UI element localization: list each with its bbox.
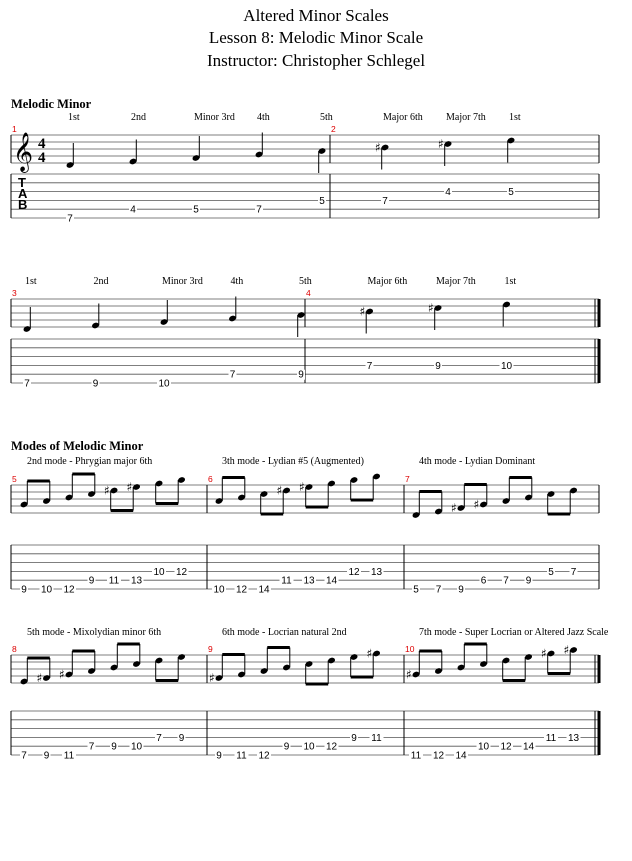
scale-degree-label: Major 6th	[383, 112, 423, 123]
score-title: Altered Minor Scales	[243, 6, 389, 25]
section-heading-melodic-minor: Melodic Minor	[11, 97, 92, 111]
scale-degree-label: 1st	[68, 112, 80, 123]
sharp-accidental-icon: ♯	[299, 480, 305, 494]
tab-fret-number: 6	[480, 575, 487, 587]
tab-fret-number: 14	[522, 741, 535, 753]
sharp-accidental-icon: ♯	[438, 137, 444, 151]
tab-clef-letter: A	[18, 186, 28, 201]
sharp-accidental-icon: ♯	[375, 140, 381, 155]
tab-fret-number: 7	[503, 575, 509, 587]
tab-fret-number: 9	[216, 750, 222, 762]
tab-fret-number: 9	[435, 360, 441, 372]
scale-degree-label: 4th	[230, 276, 244, 287]
section-heading-modes: Modes of Melodic Minor	[11, 439, 144, 453]
tab-fret-number: 9	[351, 732, 357, 744]
measure-number: 1	[12, 124, 17, 134]
tab-fret-number: 12	[258, 750, 270, 762]
tab-fret-number: 9	[525, 575, 532, 587]
sharp-accidental-icon: ♯	[36, 671, 43, 685]
notation-system	[11, 456, 599, 596]
sharp-accidental-icon: ♯	[428, 301, 434, 315]
tab-fret-number: 9	[458, 584, 464, 596]
tab-fret-number: 9	[111, 741, 117, 753]
time-signature-top: 4	[38, 136, 46, 152]
tab-fret-number: 7	[366, 360, 373, 372]
tab-fret-number: 5	[413, 584, 419, 596]
scale-degree-label: Minor 3rd	[162, 276, 203, 287]
sharp-accidental-icon: ♯	[59, 667, 65, 682]
scale-degree-label: 5th	[320, 112, 333, 123]
tab-fret-number: 7	[570, 566, 577, 578]
notation-system	[11, 276, 599, 390]
notation-system	[11, 112, 599, 225]
measure-number: 10	[405, 644, 415, 654]
mode-name-label: 6th mode - Locrian natural 2nd	[222, 627, 347, 638]
tab-fret-number: 7	[256, 204, 262, 216]
tab-fret-number: 4	[130, 204, 136, 216]
scale-degree-label: Major 6th	[367, 276, 408, 287]
tab-fret-number: 13	[130, 575, 143, 587]
tab-fret-number: 14	[455, 750, 467, 762]
scale-degree-label: 5th	[299, 276, 312, 287]
time-signature-bottom: 4	[38, 150, 46, 166]
tab-fret-number: 12	[348, 566, 360, 578]
tab-fret-number: 11	[545, 732, 557, 744]
scale-degree-label: 2nd	[131, 112, 146, 123]
mode-name-label: 2nd mode - Phrygian major 6th	[27, 456, 153, 467]
tab-fret-number: 5	[193, 204, 199, 216]
tab-fret-number: 9	[283, 741, 290, 753]
tab-fret-number: 13	[303, 575, 315, 587]
tab-fret-number: 7	[229, 369, 236, 381]
lesson-subtitle: Lesson 8: Melodic Minor Scale	[208, 28, 424, 47]
measure-number: 2	[331, 124, 336, 134]
tab-fret-number: 5	[508, 187, 514, 199]
scale-degree-label: 1st	[504, 276, 517, 287]
tab-fret-number: 12	[325, 741, 338, 753]
sharp-accidental-icon: ♯	[126, 480, 133, 494]
measure-number: 5	[12, 474, 17, 484]
measure-number: 8	[12, 644, 17, 654]
sharp-accidental-icon: ♯	[563, 643, 570, 657]
measure-number: 3	[12, 288, 17, 298]
tab-fret-number: 7	[67, 213, 73, 225]
scale-degree-label: 2nd	[93, 276, 109, 287]
notation-system	[11, 627, 609, 762]
tab-fret-number: 11	[108, 575, 120, 587]
tab-fret-number: 9	[88, 575, 95, 587]
tab-fret-number: 7	[382, 195, 388, 207]
tab-fret-number: 10	[477, 741, 490, 753]
sharp-accidental-icon: ♯	[473, 497, 480, 512]
tab-fret-number: 7	[21, 750, 27, 762]
tab-fret-number: 10	[303, 741, 315, 753]
tab-fret-number: 4	[445, 187, 451, 199]
tab-fret-number: 7	[88, 741, 95, 753]
tab-fret-number: 7	[156, 732, 162, 744]
tab-fret-number: 11	[281, 575, 292, 587]
tab-fret-number: 11	[371, 732, 382, 744]
tab-fret-number: 11	[410, 750, 422, 762]
scale-degree-label: Major 7th	[436, 276, 476, 287]
tab-fret-number: 13	[567, 732, 580, 744]
tab-fret-number: 12	[175, 566, 188, 578]
mode-name-label: 5th mode - Mixolydian minor 6th	[27, 627, 162, 638]
scale-degree-label: 4th	[257, 112, 270, 123]
tab-fret-number: 5	[319, 195, 325, 207]
scale-degree-label: 1st	[509, 112, 521, 123]
sharp-accidental-icon: ♯	[451, 501, 457, 515]
tab-fret-number: 9	[21, 584, 27, 596]
treble-clef-icon: 𝄞	[13, 132, 34, 172]
tab-fret-number: 11	[63, 750, 75, 762]
tab-fret-number: 7	[435, 584, 442, 596]
sharp-accidental-icon: ♯	[366, 646, 373, 661]
tab-fret-number: 12	[63, 584, 75, 596]
sharp-accidental-icon: ♯	[359, 304, 366, 319]
tab-clef-letter: T	[18, 175, 26, 190]
scale-degree-label: Major 7th	[446, 112, 486, 123]
tab-fret-number: 9	[43, 750, 50, 762]
tab-fret-number: 14	[325, 575, 338, 587]
tab-fret-number: 10	[130, 741, 143, 753]
tab-fret-number: 7	[24, 378, 30, 390]
tab-fret-number: 11	[236, 750, 247, 762]
scale-degree-label: 1st	[25, 276, 37, 287]
tab-fret-number: 12	[500, 741, 512, 753]
tab-fret-number: 10	[213, 584, 225, 596]
tab-fret-number: 9	[298, 369, 304, 381]
tab-fret-number: 10	[500, 360, 513, 372]
mode-name-label: 3th mode - Lydian #5 (Augmented)	[222, 456, 364, 467]
tab-fret-number: 12	[432, 750, 445, 762]
sharp-accidental-icon: ♯	[104, 483, 110, 498]
tab-fret-number: 13	[370, 566, 383, 578]
measure-number: 6	[208, 474, 213, 484]
sharp-accidental-icon: ♯	[276, 483, 283, 498]
tab-fret-number: 10	[153, 566, 165, 578]
sharp-accidental-icon: ♯	[541, 646, 547, 661]
measure-number: 7	[405, 474, 410, 484]
sharp-accidental-icon: ♯	[406, 667, 412, 682]
measure-number: 4	[306, 288, 311, 298]
mode-name-label: 4th mode - Lydian Dominant	[419, 456, 536, 467]
mode-name-label: 7th mode - Super Locrian or Altered Jazz Scale	[419, 627, 609, 638]
instructor-line: Instructor: Christopher Schlegel	[206, 51, 426, 70]
tab-fret-number: 9	[92, 378, 99, 390]
sharp-accidental-icon: ♯	[209, 671, 215, 685]
scale-degree-label: Minor 3rd	[194, 112, 235, 123]
tab-clef-letter: B	[18, 197, 28, 212]
tab-fret-number: 14	[258, 584, 270, 596]
tab-fret-number: 10	[40, 584, 53, 596]
tab-fret-number: 10	[158, 378, 170, 390]
tab-fret-number: 12	[235, 584, 248, 596]
measure-number: 9	[208, 644, 213, 654]
tab-fret-number: 9	[178, 732, 185, 744]
tab-fret-number: 5	[548, 566, 554, 578]
